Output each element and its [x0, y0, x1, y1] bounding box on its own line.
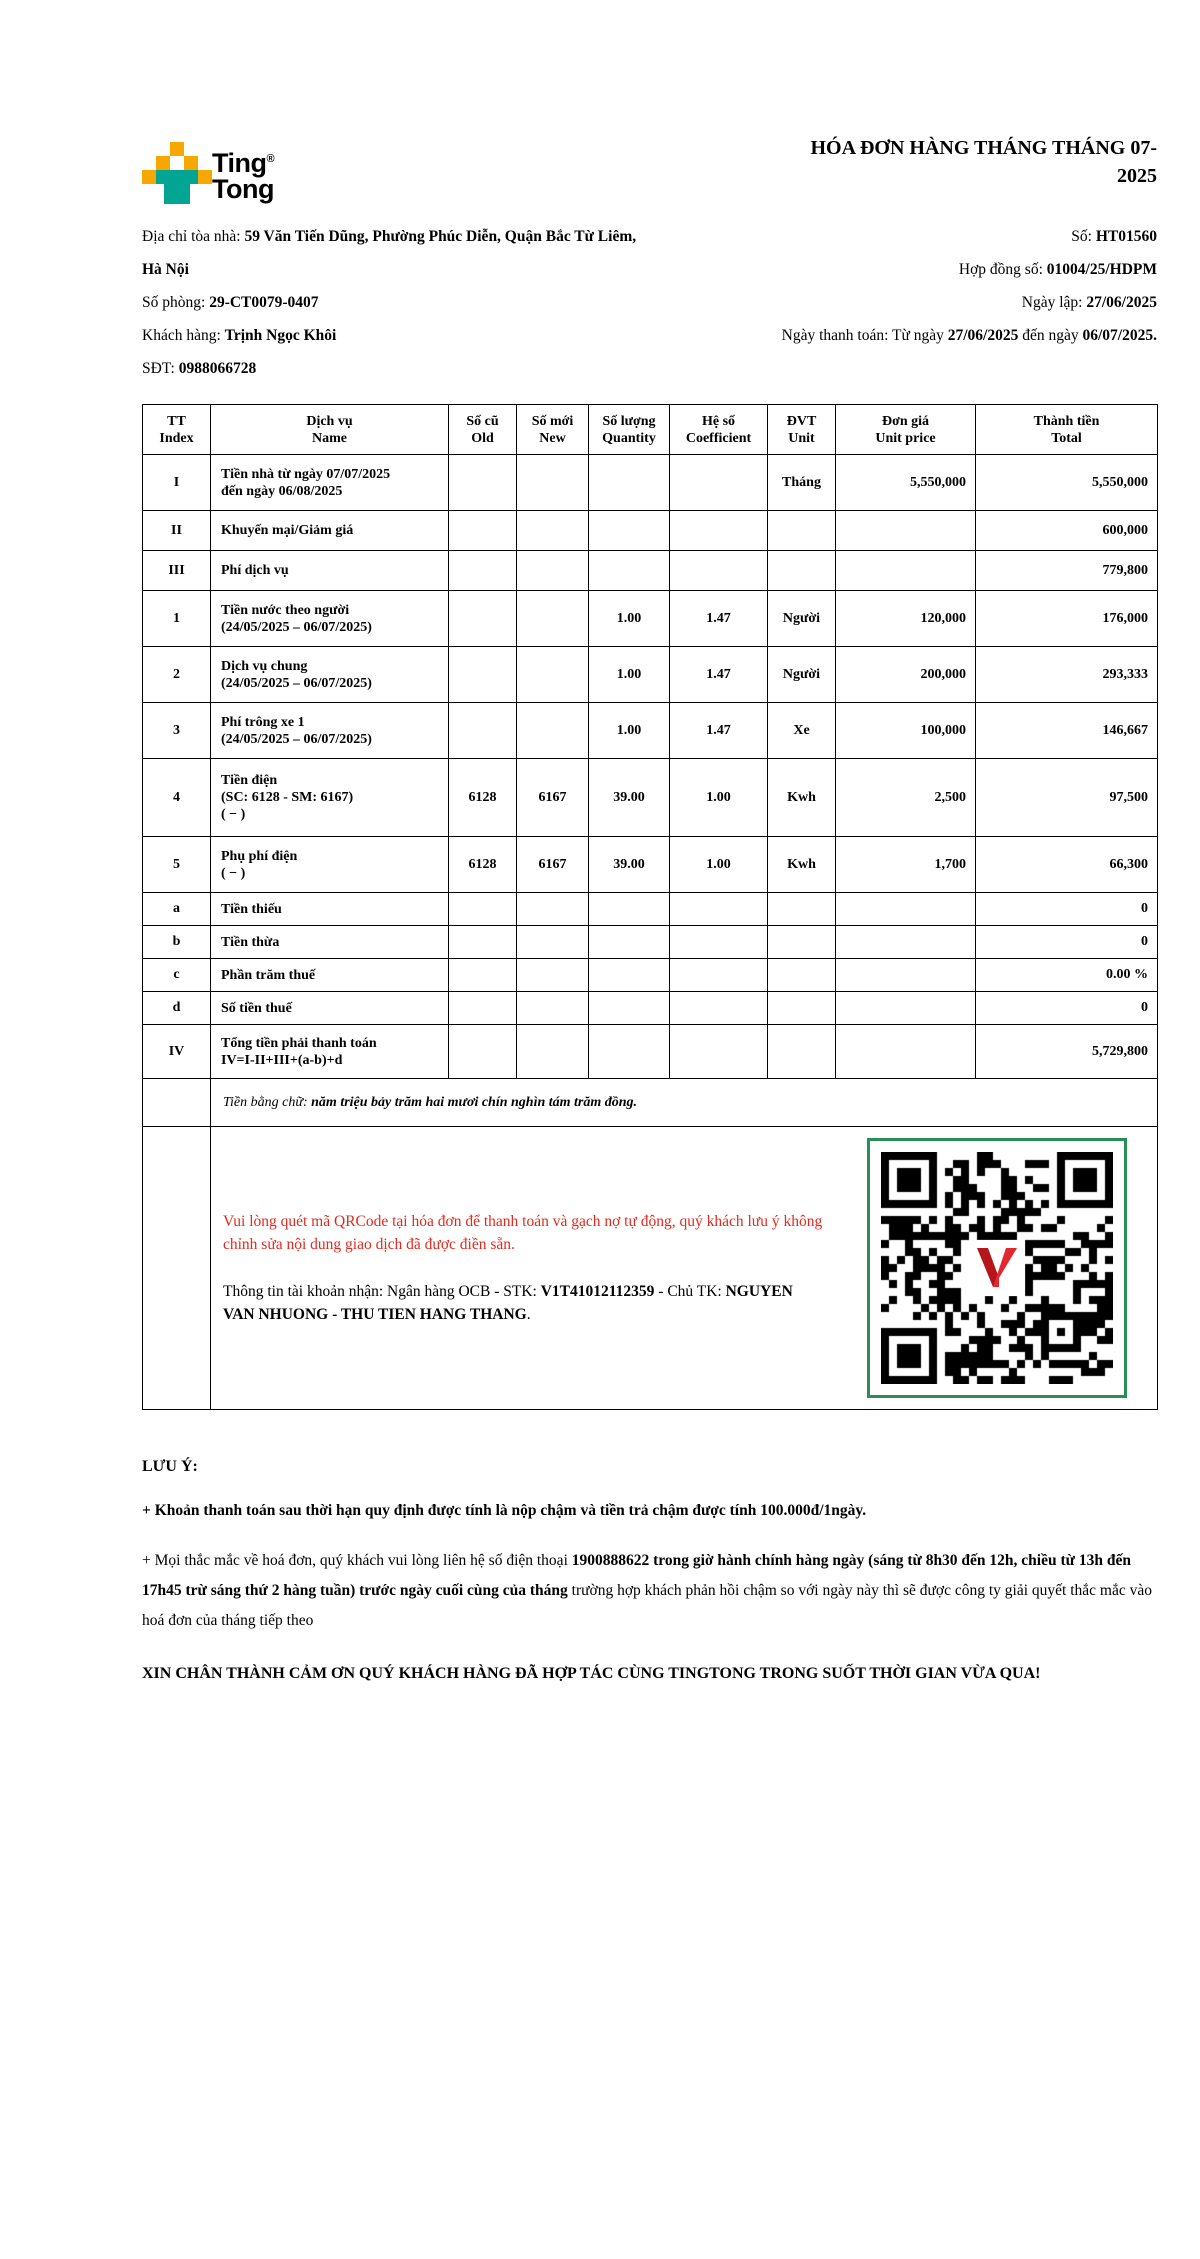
total: 293,333 [976, 647, 1158, 703]
new-reading [517, 511, 589, 551]
table-header [143, 405, 1158, 455]
service-name [211, 992, 449, 1025]
text-segment: NGUYEN VAN NHUONG - THU TIEN HANG THANG [223, 1283, 793, 1323]
brand-line2: Tong [212, 174, 274, 204]
new-reading [517, 455, 589, 511]
total: 176,000 [976, 591, 1158, 647]
column-header [589, 405, 670, 455]
coefficient [670, 893, 768, 926]
new-reading [517, 551, 589, 591]
text-segment: 29-CT0079-0407 [209, 294, 319, 311]
account-info [223, 1280, 823, 1326]
service-name-line: Tổng tiền phải thanh toán [221, 1035, 377, 1051]
qr-code-frame [867, 1138, 1127, 1398]
column-header [449, 405, 517, 455]
quantity: 1.00 [589, 591, 670, 647]
old-reading: 6128 [449, 759, 517, 837]
brand-logo [142, 142, 274, 204]
old-reading [449, 1025, 517, 1079]
unit: Tháng [768, 455, 836, 511]
column-header [143, 405, 211, 455]
footer-note-1: + Khoản thanh toán sau thời hạn quy định được tính là nộp chậm và tiền trả chậm được tính 100.000đ/1ngày. [142, 1502, 867, 1519]
unit-price: 5,550,000 [836, 455, 976, 511]
row-index: 3 [143, 703, 211, 759]
quantity [589, 926, 670, 959]
amount-in-words-label: Tiền bằng chữ: [223, 1094, 312, 1110]
header [142, 0, 1157, 204]
amount-in-words [211, 1079, 1158, 1127]
meta-line-left [142, 286, 657, 319]
new-reading [517, 959, 589, 992]
row-index: I [143, 455, 211, 511]
column-header-line: ĐVT [786, 413, 817, 429]
logo-pixel [198, 170, 212, 184]
unit-price: 100,000 [836, 703, 976, 759]
quantity [589, 959, 670, 992]
total: 5,550,000 [976, 455, 1158, 511]
text-segment: 01004/25/HDPM [1046, 261, 1157, 278]
unit: Kwh [768, 837, 836, 893]
meta-line-right [677, 220, 1157, 253]
coefficient [670, 992, 768, 1025]
logo-pixel [184, 156, 198, 170]
logo-pixel [142, 170, 156, 184]
new-reading: 6167 [517, 837, 589, 893]
table-row [143, 893, 1158, 926]
total: 0.00 % [976, 959, 1158, 992]
total: 66,300 [976, 837, 1158, 893]
table-footer-rows [143, 1079, 1158, 1410]
quantity [589, 1025, 670, 1079]
text-segment: Ngày lập: [1021, 294, 1087, 311]
text-segment: 59 Văn Tiến Dũng, Phường Phúc Diễn, Quận Bắc Từ Liêm, Hà Nội [142, 228, 637, 278]
text-segment: 06/07/2025. [1082, 327, 1157, 344]
unit [768, 992, 836, 1025]
row-index: 4 [143, 759, 211, 837]
column-header [211, 405, 449, 455]
meta-line-left [142, 220, 657, 286]
text-segment: Thông tin tài khoản nhận: Ngân hàng OCB - STK: [223, 1283, 541, 1300]
coefficient [670, 455, 768, 511]
page-content [142, 0, 1157, 1688]
column-header-line: TT [167, 413, 186, 429]
unit [768, 893, 836, 926]
column-header-line: Coefficient [685, 430, 752, 446]
service-name-line: (SC: 6128 - SM: 6167) [221, 790, 354, 805]
row-index: 2 [143, 647, 211, 703]
column-header-line: Unit price [875, 430, 936, 446]
unit-price [836, 511, 976, 551]
service-name [211, 647, 449, 703]
unit: Người [768, 647, 836, 703]
service-name-line: (24/05/2025 – 06/07/2025) [221, 619, 372, 635]
table-row [143, 992, 1158, 1025]
logo-pixel [164, 184, 191, 204]
text-segment: Số phòng: [142, 294, 210, 311]
unit [768, 551, 836, 591]
service-name-line: Phí dịch vụ [221, 563, 289, 578]
column-header-line: Đơn giá [881, 413, 930, 429]
unit: Người [768, 591, 836, 647]
brand-wordmark [212, 146, 274, 202]
service-name [211, 893, 449, 926]
table-row [143, 551, 1158, 591]
logo-pixel [156, 170, 198, 184]
column-header-line: Index [159, 430, 194, 446]
unit-price [836, 959, 976, 992]
header-row [143, 405, 1158, 455]
unit: Kwh [768, 759, 836, 837]
coefficient: 1.47 [670, 647, 768, 703]
new-reading [517, 591, 589, 647]
qr-row [143, 1127, 1158, 1410]
quantity [589, 551, 670, 591]
service-name-line: (24/05/2025 – 06/07/2025) [221, 731, 372, 747]
text-segment: + Mọi thắc mắc về hoá đơn, quý khách vui lòng liên hệ số điện thoại [142, 1552, 572, 1569]
unit-price: 1,700 [836, 837, 976, 893]
text-segment: 1900888622 trong giờ hành chính hàng ngày (sáng từ 8h30 đến 12h, chiều từ 13h đến 17h45 trừ sáng thứ 2 hàng tuần) [142, 1552, 1131, 1599]
total: 97,500 [976, 759, 1158, 837]
quantity [589, 511, 670, 551]
quantity: 1.00 [589, 703, 670, 759]
footer-note-2 [142, 1546, 1157, 1636]
tingtong-logo-icon [142, 142, 198, 204]
old-reading [449, 893, 517, 926]
coefficient: 1.00 [670, 759, 768, 837]
table-row [143, 511, 1158, 551]
quantity [589, 893, 670, 926]
old-reading [449, 926, 517, 959]
qr-red-note: Vui lòng quét mã QRCode tại hóa đơn để thanh toán và gạch nợ tự động, quý khách lưu ý không chỉnh sửa nội dung giao dịch đã được điền sẵn. [223, 1213, 823, 1253]
service-name-line: IV=I-II+III+(a-b)+d [221, 1052, 343, 1068]
row-index: 5 [143, 837, 211, 893]
quantity [589, 992, 670, 1025]
qr-text-block [223, 1210, 823, 1326]
table-row [143, 926, 1158, 959]
row-index: III [143, 551, 211, 591]
service-name-line: Tiền thừa [221, 934, 280, 950]
table-row [143, 455, 1158, 511]
table-row [143, 837, 1158, 893]
column-header-line: Số cũ [466, 413, 499, 429]
column-header-line: Name [312, 430, 347, 446]
service-name [211, 551, 449, 591]
service-name [211, 926, 449, 959]
empty-index-cell [143, 1127, 211, 1410]
row-index: d [143, 992, 211, 1025]
service-name-line: Dịch vụ chung [221, 658, 308, 674]
new-reading: 6167 [517, 759, 589, 837]
service-name [211, 455, 449, 511]
service-name-line: ( − ) [221, 865, 246, 881]
table-row [143, 1025, 1158, 1079]
meta-line-left [142, 352, 657, 385]
old-reading [449, 591, 517, 647]
column-header-line: Hệ số [701, 413, 736, 429]
text-segment: 0988066728 [178, 360, 257, 377]
new-reading [517, 893, 589, 926]
text-segment: trước ngày cuối cùng của tháng [359, 1582, 568, 1599]
empty-index-cell [143, 1079, 211, 1127]
old-reading [449, 551, 517, 591]
unit [768, 926, 836, 959]
unit-price [836, 893, 976, 926]
row-index: b [143, 926, 211, 959]
service-name-line: Số tiền thuế [221, 1000, 292, 1016]
coefficient: 1.47 [670, 703, 768, 759]
table-row [143, 959, 1158, 992]
meta-line-right [677, 253, 1157, 286]
column-header-line: Quantity [602, 430, 656, 446]
row-index: II [143, 511, 211, 551]
coefficient [670, 959, 768, 992]
unit-price [836, 926, 976, 959]
unit-price: 2,500 [836, 759, 976, 837]
service-name-line: Tiền điện [221, 773, 278, 788]
coefficient [670, 926, 768, 959]
old-reading [449, 455, 517, 511]
total: 0 [976, 926, 1158, 959]
unit-price [836, 1025, 976, 1079]
service-name-line: ( − ) [221, 807, 246, 822]
logo-pixel [156, 156, 170, 170]
unit-price [836, 992, 976, 1025]
column-header-line: Total [1051, 430, 1082, 446]
column-header [976, 405, 1158, 455]
service-name-line: Tiền thiếu [221, 901, 282, 917]
total: 5,729,800 [976, 1025, 1158, 1079]
old-reading [449, 959, 517, 992]
row-index: 1 [143, 591, 211, 647]
service-name [211, 759, 449, 837]
text-segment: Địa chỉ tòa nhà: [142, 228, 245, 245]
text-segment: 27/06/2025 [1086, 294, 1157, 311]
total: 0 [976, 893, 1158, 926]
service-name [211, 1025, 449, 1079]
text-segment: . [526, 1306, 531, 1323]
service-name-line: Tiền nhà từ ngày 07/07/2025 [221, 466, 391, 482]
footer-heading: LƯU Ý: [142, 1458, 198, 1475]
unit [768, 1025, 836, 1079]
brand-line1: Ting [212, 148, 267, 178]
total: 600,000 [976, 511, 1158, 551]
unit: Xe [768, 703, 836, 759]
column-header-line: New [539, 430, 566, 446]
table-row [143, 647, 1158, 703]
table-body [143, 455, 1158, 1079]
column-header-line: Thành tiền [1033, 413, 1100, 429]
service-name-line: Phần trăm thuế [221, 967, 316, 983]
meta-line-right [677, 286, 1157, 319]
text-segment: trường hợp khách phản hồi chậm so với ngày này thì sẽ được công ty giải quyết thắc mắc vào hoá đơn của tháng tiếp theo [142, 1582, 1152, 1629]
new-reading [517, 703, 589, 759]
text-segment: V1T41012112359 [540, 1283, 655, 1300]
service-name-line: Khuyến mại/Giảm giá [221, 523, 354, 538]
service-name-line: (24/05/2025 – 06/07/2025) [221, 675, 372, 691]
column-header [670, 405, 768, 455]
service-name [211, 591, 449, 647]
unit-price [836, 551, 976, 591]
service-name-line: Tiền nước theo người [221, 602, 350, 618]
qr-center-logo [969, 1240, 1025, 1296]
footer-thanks: XIN CHÂN THÀNH CẢM ƠN QUÝ KHÁCH HÀNG ĐÃ HỢP TÁC CÙNG TINGTONG TRONG SUỐT THỜI GIAN VỪA QUA! [142, 1665, 1041, 1682]
column-header-line: Số mới [531, 413, 574, 429]
service-name-line: Phụ phí điện [221, 848, 298, 864]
text-segment: Trịnh Ngọc Khôi [224, 327, 337, 344]
invoice-title: HÓA ĐƠN HÀNG THÁNG THÁNG 07-2025 [810, 137, 1157, 187]
quantity: 39.00 [589, 759, 670, 837]
quantity [589, 455, 670, 511]
registered-mark: ® [266, 153, 275, 165]
unit [768, 511, 836, 551]
column-header [836, 405, 976, 455]
text-segment: Số: [1071, 228, 1096, 245]
total: 779,800 [976, 551, 1158, 591]
table-row [143, 759, 1158, 837]
text-segment: 27/06/2025 [947, 327, 1019, 344]
row-index: c [143, 959, 211, 992]
table-row [143, 591, 1158, 647]
qr-section-cell [211, 1127, 1158, 1410]
invoice-table [142, 404, 1158, 1410]
coefficient [670, 1025, 768, 1079]
new-reading [517, 1025, 589, 1079]
amount-in-words-row [143, 1079, 1158, 1127]
old-reading [449, 511, 517, 551]
meta-line-right [677, 319, 1157, 352]
table-row [143, 703, 1158, 759]
service-name-line: đến ngày 06/08/2025 [221, 483, 343, 499]
meta-left-block [142, 220, 657, 385]
column-header-line: Số lượng [602, 413, 656, 429]
quantity: 39.00 [589, 837, 670, 893]
unit [768, 959, 836, 992]
service-name [211, 959, 449, 992]
coefficient: 1.47 [670, 591, 768, 647]
unit-price: 200,000 [836, 647, 976, 703]
new-reading [517, 926, 589, 959]
meta-right-block [677, 220, 1157, 385]
meta-line-left [142, 319, 657, 352]
service-name [211, 837, 449, 893]
meta-info [142, 220, 1157, 385]
column-header-line: Old [471, 430, 494, 446]
text-segment: Khách hàng: [142, 327, 225, 344]
text-segment: Hợp đồng số: [958, 261, 1047, 278]
old-reading [449, 703, 517, 759]
unit-price: 120,000 [836, 591, 976, 647]
logo-pixel [170, 142, 184, 156]
quantity: 1.00 [589, 647, 670, 703]
text-segment: SĐT: [142, 360, 179, 377]
text-segment: HT01560 [1095, 228, 1157, 245]
column-header [517, 405, 589, 455]
old-reading: 6128 [449, 837, 517, 893]
total: 146,667 [976, 703, 1158, 759]
service-name-line: Phí trông xe 1 [221, 714, 305, 730]
new-reading [517, 647, 589, 703]
old-reading [449, 647, 517, 703]
row-index: IV [143, 1025, 211, 1079]
coefficient [670, 511, 768, 551]
column-header-line: Unit [788, 430, 815, 446]
amount-in-words-value: năm triệu bảy trăm hai mươi chín nghìn tám trăm đồng. [311, 1094, 638, 1110]
text-segment: đến ngày [1018, 327, 1083, 344]
column-header [768, 405, 836, 455]
total: 0 [976, 992, 1158, 1025]
text-segment: - Chủ TK: [654, 1283, 726, 1300]
coefficient: 1.00 [670, 837, 768, 893]
vietqr-v-icon [975, 1248, 1019, 1288]
column-header-line: Dịch vụ [306, 413, 353, 429]
footer-notes [142, 1458, 1157, 1688]
row-index: a [143, 893, 211, 926]
qr-section [211, 1137, 1157, 1399]
old-reading [449, 992, 517, 1025]
coefficient [670, 551, 768, 591]
new-reading [517, 992, 589, 1025]
service-name [211, 511, 449, 551]
text-segment: Ngày thanh toán: Từ ngày [781, 327, 948, 344]
service-name [211, 703, 449, 759]
